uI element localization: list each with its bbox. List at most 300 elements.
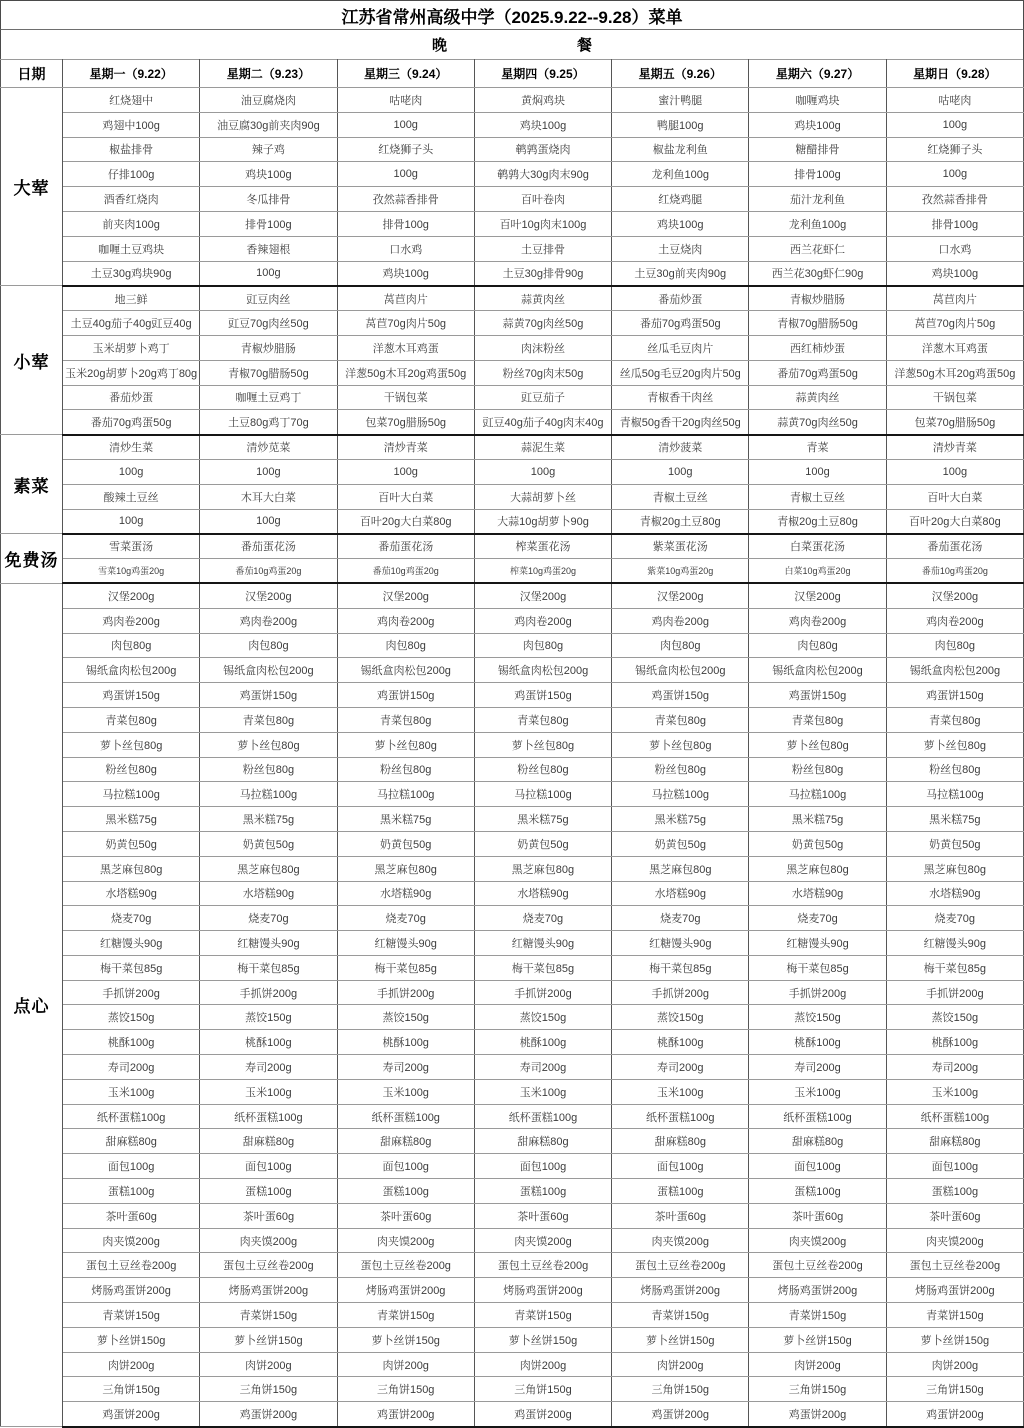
dish-name-cell: 香辣翅根 (200, 236, 337, 261)
snack-cell: 鸡蛋饼200g (474, 1402, 611, 1427)
snack-cell: 甜麻糕80g (474, 1129, 611, 1154)
snack-cell: 鸡肉卷200g (200, 608, 337, 633)
page-title: 江苏省常州高级中学（2025.9.22--9.28）菜单 (0, 0, 1024, 30)
section-label: 小荤 (1, 286, 63, 435)
day-header-cell: 星期六（9.27） (749, 60, 886, 88)
snack-cell: 马拉糕100g (63, 782, 200, 807)
snack-cell: 肉夹馍200g (886, 1228, 1023, 1253)
snack-cell: 汉堡200g (612, 583, 749, 608)
snack-cell: 奶黄包50g (886, 831, 1023, 856)
snack-cell: 肉包80g (749, 633, 886, 658)
dish-name-cell: 雪菜蛋汤 (63, 534, 200, 559)
table-row (1, 1179, 1024, 1204)
snack-cell: 水塔糕90g (612, 881, 749, 906)
table-row (1, 1352, 1024, 1377)
snack-cell: 纸杯蛋糕100g (200, 1104, 337, 1129)
dish-qty-cell: 鹌鹑大30g肉末90g (474, 162, 611, 187)
dish-name-cell: 青椒土豆丝 (612, 484, 749, 509)
dish-name-cell: 青椒炒腊肠 (749, 286, 886, 311)
table-row (1, 1278, 1024, 1303)
table-row (1, 831, 1024, 856)
snack-cell: 鸡蛋饼150g (749, 683, 886, 708)
snack-cell: 肉包80g (474, 633, 611, 658)
snack-cell: 肉饼200g (886, 1352, 1023, 1377)
snack-cell: 烤肠鸡蛋饼200g (612, 1278, 749, 1303)
snack-cell: 鸡肉卷200g (474, 608, 611, 633)
table-row (1, 955, 1024, 980)
table-row (1, 211, 1024, 236)
snack-cell: 纸杯蛋糕100g (612, 1104, 749, 1129)
snack-cell: 茶叶蛋60g (200, 1203, 337, 1228)
dish-qty-cell: 土豆30g前夹肉90g (612, 261, 749, 286)
snack-cell: 鸡蛋饼200g (749, 1402, 886, 1427)
snack-cell: 黑芝麻包80g (886, 856, 1023, 881)
snack-cell: 蒸饺150g (749, 1005, 886, 1030)
dish-name-cell: 椒盐排骨 (63, 137, 200, 162)
snack-cell: 肉饼200g (474, 1352, 611, 1377)
snack-cell: 粉丝包80g (612, 757, 749, 782)
dish-qty-cell: 100g (886, 459, 1023, 484)
dish-qty-cell: 100g (337, 112, 474, 137)
snack-cell: 鸡蛋饼150g (474, 683, 611, 708)
snack-cell: 水塔糕90g (200, 881, 337, 906)
snack-cell: 马拉糕100g (886, 782, 1023, 807)
snack-cell: 萝卜丝饼150g (612, 1327, 749, 1352)
table-row (1, 683, 1024, 708)
dish-qty-cell: 豇豆70g肉丝50g (200, 311, 337, 336)
snack-cell: 萝卜丝包80g (200, 732, 337, 757)
snack-cell: 烤肠鸡蛋饼200g (200, 1278, 337, 1303)
snack-cell: 蛋包土豆丝卷200g (337, 1253, 474, 1278)
snack-cell: 茶叶蛋60g (612, 1203, 749, 1228)
snack-cell: 梅干菜包85g (749, 955, 886, 980)
table-row (1, 137, 1024, 162)
snack-cell: 红糖馒头90g (337, 931, 474, 956)
dish-name-cell: 红烧狮子头 (337, 137, 474, 162)
dish-qty-cell: 排骨100g (200, 211, 337, 236)
snack-cell: 鸡肉卷200g (337, 608, 474, 633)
dish-name-cell: 油豆腐烧肉 (200, 88, 337, 113)
snack-cell: 手抓饼200g (474, 980, 611, 1005)
dish-name-cell: 清炒菠菜 (612, 435, 749, 460)
dish-qty-cell: 玉米20g胡萝卜20g鸡丁80g (63, 360, 200, 385)
snack-cell: 鸡肉卷200g (63, 608, 200, 633)
table-row (1, 534, 1024, 559)
dish-qty-cell: 西兰花30g虾仁90g (749, 261, 886, 286)
dish-qty-cell: 鸡块100g (200, 162, 337, 187)
dish-qty-cell: 100g (749, 459, 886, 484)
table-row (1, 286, 1024, 311)
dish-qty-cell: 番茄10g鸡蛋20g (337, 559, 474, 584)
dish-name-cell: 青椒土豆丝 (749, 484, 886, 509)
dish-name-cell: 木耳大白菜 (200, 484, 337, 509)
snack-cell: 肉饼200g (612, 1352, 749, 1377)
day-header-cell: 星期二（9.23） (200, 60, 337, 88)
dish-qty-cell: 紫菜10g鸡蛋20g (612, 559, 749, 584)
snack-cell: 萝卜丝饼150g (749, 1327, 886, 1352)
snack-cell: 青菜包80g (612, 707, 749, 732)
dish-qty-cell: 100g (474, 459, 611, 484)
dish-qty-cell: 洋葱50g木耳20g鸡蛋50g (886, 360, 1023, 385)
snack-cell: 萝卜丝饼150g (886, 1327, 1023, 1352)
dish-qty-cell: 100g (886, 162, 1023, 187)
table-row (1, 1303, 1024, 1328)
snack-cell: 萝卜丝包80g (63, 732, 200, 757)
table-row (1, 187, 1024, 212)
dish-qty-cell: 包菜70g腊肠50g (886, 410, 1023, 435)
dish-qty-cell: 青椒70g腊肠50g (200, 360, 337, 385)
table-row (1, 757, 1024, 782)
dish-qty-cell: 番茄70g鸡蛋50g (612, 311, 749, 336)
table-row (1, 1030, 1024, 1055)
snack-cell: 锡纸盒肉松包200g (474, 658, 611, 683)
snack-cell: 三角饼150g (337, 1377, 474, 1402)
dish-qty-cell: 100g (63, 459, 200, 484)
snack-cell: 烧麦70g (612, 906, 749, 931)
dish-name-cell: 莴苣肉片 (886, 286, 1023, 311)
snack-cell: 手抓饼200g (886, 980, 1023, 1005)
dish-qty-cell: 百叶20g大白菜80g (337, 509, 474, 534)
dish-qty-cell: 仔排100g (63, 162, 200, 187)
dish-qty-cell: 土豆30g鸡块90g (63, 261, 200, 286)
snack-cell: 纸杯蛋糕100g (886, 1104, 1023, 1129)
snack-cell: 锡纸盒肉松包200g (886, 658, 1023, 683)
snack-cell: 寿司200g (474, 1055, 611, 1080)
snack-cell: 汉堡200g (474, 583, 611, 608)
dish-name-cell: 蒜泥生菜 (474, 435, 611, 460)
snack-cell: 粉丝包80g (749, 757, 886, 782)
dish-name-cell: 青椒炒腊肠 (200, 335, 337, 360)
menu-table (0, 59, 1024, 1428)
snack-cell: 蒸饺150g (63, 1005, 200, 1030)
dish-name-cell: 清炒生菜 (63, 435, 200, 460)
snack-cell: 粉丝包80g (474, 757, 611, 782)
snack-cell: 鸡蛋饼200g (337, 1402, 474, 1427)
dish-qty-cell: 鸡块100g (886, 261, 1023, 286)
table-row (1, 633, 1024, 658)
date-label-cell: 日期 (1, 60, 63, 88)
dish-name-cell: 豇豆肉丝 (200, 286, 337, 311)
snack-cell: 手抓饼200g (337, 980, 474, 1005)
snack-cell: 萝卜丝包80g (886, 732, 1023, 757)
snack-cell: 鸡蛋饼150g (63, 683, 200, 708)
snack-cell: 梅干菜包85g (612, 955, 749, 980)
dish-qty-cell: 青椒50g香干20g肉丝50g (612, 410, 749, 435)
dish-name-cell: 丝瓜毛豆肉片 (612, 335, 749, 360)
snack-cell: 桃酥100g (337, 1030, 474, 1055)
dish-name-cell: 西兰花虾仁 (749, 236, 886, 261)
dish-qty-cell: 青椒20g土豆80g (612, 509, 749, 534)
snack-cell: 萝卜丝饼150g (200, 1327, 337, 1352)
snack-cell: 水塔糕90g (474, 881, 611, 906)
dish-qty-cell: 青椒20g土豆80g (749, 509, 886, 534)
dish-name-cell: 糖醋排骨 (749, 137, 886, 162)
snack-cell: 面包100g (337, 1154, 474, 1179)
snack-cell: 黑芝麻包80g (474, 856, 611, 881)
table-row (1, 385, 1024, 410)
dish-name-cell: 百叶大白菜 (337, 484, 474, 509)
dish-name-cell: 蒜黄肉丝 (749, 385, 886, 410)
snack-cell: 蛋包土豆丝卷200g (474, 1253, 611, 1278)
snack-cell: 三角饼150g (749, 1377, 886, 1402)
snack-cell: 面包100g (749, 1154, 886, 1179)
table-row (1, 88, 1024, 113)
snack-cell: 肉夹馍200g (200, 1228, 337, 1253)
table-row (1, 1203, 1024, 1228)
dish-name-cell: 清炒青菜 (337, 435, 474, 460)
snack-cell: 黑芝麻包80g (612, 856, 749, 881)
snack-cell: 肉夹馍200g (612, 1228, 749, 1253)
snack-cell: 茶叶蛋60g (474, 1203, 611, 1228)
snack-cell: 红糖馒头90g (474, 931, 611, 956)
dish-qty-cell: 番茄10g鸡蛋20g (200, 559, 337, 584)
dish-qty-cell: 番茄70g鸡蛋50g (63, 410, 200, 435)
dish-name-cell: 莴苣肉片 (337, 286, 474, 311)
dish-qty-cell: 油豆腐30g前夹肉90g (200, 112, 337, 137)
snack-cell: 青菜包80g (200, 707, 337, 732)
dish-name-cell: 白菜蛋花汤 (749, 534, 886, 559)
meal-char-left: 晚 (431, 37, 447, 54)
dish-qty-cell: 龙利鱼100g (749, 211, 886, 236)
snack-cell: 纸杯蛋糕100g (63, 1104, 200, 1129)
meal-row (0, 30, 1024, 59)
snack-cell: 寿司200g (886, 1055, 1023, 1080)
snack-cell: 烤肠鸡蛋饼200g (337, 1278, 474, 1303)
snack-cell: 奶黄包50g (200, 831, 337, 856)
snack-cell: 黑米糕75g (886, 807, 1023, 832)
dish-name-cell: 洋葱木耳鸡蛋 (886, 335, 1023, 360)
snack-cell: 黑米糕75g (200, 807, 337, 832)
dish-qty-cell: 排骨100g (337, 211, 474, 236)
snack-cell: 手抓饼200g (612, 980, 749, 1005)
snack-cell: 面包100g (886, 1154, 1023, 1179)
section-label: 点心 (1, 583, 63, 1426)
snack-cell: 玉米100g (886, 1079, 1023, 1104)
snack-cell: 三角饼150g (474, 1377, 611, 1402)
snack-cell: 汉堡200g (200, 583, 337, 608)
dish-name-cell: 咕咾肉 (337, 88, 474, 113)
table-row (1, 881, 1024, 906)
dish-name-cell: 干锅包菜 (886, 385, 1023, 410)
snack-cell: 手抓饼200g (63, 980, 200, 1005)
dish-name-cell: 辣子鸡 (200, 137, 337, 162)
snack-cell: 奶黄包50g (474, 831, 611, 856)
snack-cell: 水塔糕90g (749, 881, 886, 906)
dish-qty-cell: 排骨100g (749, 162, 886, 187)
dish-name-cell: 青椒香干肉丝 (612, 385, 749, 410)
snack-cell: 烤肠鸡蛋饼200g (474, 1278, 611, 1303)
snack-cell: 粉丝包80g (337, 757, 474, 782)
snack-cell: 青菜饼150g (200, 1303, 337, 1328)
dish-qty-cell: 排骨100g (886, 211, 1023, 236)
snack-cell: 甜麻糕80g (200, 1129, 337, 1154)
snack-cell: 梅干菜包85g (63, 955, 200, 980)
dish-name-cell: 蒜黄肉丝 (474, 286, 611, 311)
snack-cell: 肉包80g (63, 633, 200, 658)
day-header-cell: 星期四（9.25） (474, 60, 611, 88)
snack-cell: 鸡蛋饼150g (200, 683, 337, 708)
snack-cell: 青菜饼150g (474, 1303, 611, 1328)
snack-cell: 鸡蛋饼200g (200, 1402, 337, 1427)
dish-qty-cell: 青椒70g腊肠50g (749, 311, 886, 336)
snack-cell: 面包100g (63, 1154, 200, 1179)
snack-cell: 青菜饼150g (749, 1303, 886, 1328)
snack-cell: 桃酥100g (612, 1030, 749, 1055)
snack-cell: 桃酥100g (63, 1030, 200, 1055)
snack-cell: 面包100g (200, 1154, 337, 1179)
snack-cell: 青菜饼150g (337, 1303, 474, 1328)
snack-cell: 甜麻糕80g (886, 1129, 1023, 1154)
dish-qty-cell: 包菜70g腊肠50g (337, 410, 474, 435)
table-row (1, 1228, 1024, 1253)
table-row (1, 1327, 1024, 1352)
snack-cell: 黑米糕75g (337, 807, 474, 832)
dish-name-cell: 地三鲜 (63, 286, 200, 311)
dish-qty-cell: 莴苣70g肉片50g (337, 311, 474, 336)
dish-name-cell: 百叶大白菜 (886, 484, 1023, 509)
snack-cell: 肉夹馍200g (337, 1228, 474, 1253)
table-row (1, 509, 1024, 534)
snack-cell: 烤肠鸡蛋饼200g (886, 1278, 1023, 1303)
snack-cell: 黑芝麻包80g (63, 856, 200, 881)
snack-cell: 鸡蛋饼150g (337, 683, 474, 708)
snack-cell: 面包100g (474, 1154, 611, 1179)
dish-qty-cell: 百叶10g肉末100g (474, 211, 611, 236)
table-row (1, 931, 1024, 956)
snack-cell: 桃酥100g (474, 1030, 611, 1055)
dish-name-cell: 大蒜胡萝卜丝 (474, 484, 611, 509)
dish-name-cell: 口水鸡 (337, 236, 474, 261)
snack-cell: 黑芝麻包80g (749, 856, 886, 881)
snack-cell: 纸杯蛋糕100g (474, 1104, 611, 1129)
snack-cell: 青菜包80g (749, 707, 886, 732)
snack-cell: 肉饼200g (749, 1352, 886, 1377)
snack-cell: 肉饼200g (63, 1352, 200, 1377)
snack-cell: 锡纸盒肉松包200g (63, 658, 200, 683)
snack-cell: 蛋糕100g (612, 1179, 749, 1204)
snack-cell: 萝卜丝饼150g (337, 1327, 474, 1352)
dish-name-cell: 番茄蛋花汤 (337, 534, 474, 559)
snack-cell: 红糖馒头90g (63, 931, 200, 956)
dish-name-cell: 清炒苋菜 (200, 435, 337, 460)
table-row (1, 1154, 1024, 1179)
table-row (1, 707, 1024, 732)
snack-cell: 蒸饺150g (886, 1005, 1023, 1030)
snack-cell: 桃酥100g (200, 1030, 337, 1055)
snack-cell: 青菜饼150g (63, 1303, 200, 1328)
snack-cell: 烧麦70g (337, 906, 474, 931)
snack-cell: 桃酥100g (886, 1030, 1023, 1055)
snack-cell: 粉丝包80g (886, 757, 1023, 782)
dish-name-cell: 孜然蒜香排骨 (886, 187, 1023, 212)
dish-qty-cell: 大蒜10g胡萝卜90g (474, 509, 611, 534)
dish-name-cell: 番茄炒蛋 (63, 385, 200, 410)
dish-name-cell: 玉米胡萝卜鸡丁 (63, 335, 200, 360)
snack-cell: 肉饼200g (337, 1352, 474, 1377)
dish-name-cell: 酒香红烧肉 (63, 187, 200, 212)
dish-name-cell: 番茄炒蛋 (612, 286, 749, 311)
snack-cell: 三角饼150g (886, 1377, 1023, 1402)
dish-qty-cell: 番茄70g鸡蛋50g (749, 360, 886, 385)
snack-cell: 奶黄包50g (612, 831, 749, 856)
snack-cell: 蛋糕100g (337, 1179, 474, 1204)
table-row (1, 410, 1024, 435)
snack-cell: 萝卜丝包80g (749, 732, 886, 757)
table-row (1, 1402, 1024, 1427)
dish-name-cell: 口水鸡 (886, 236, 1023, 261)
snack-cell: 红糖馒头90g (200, 931, 337, 956)
snack-cell: 蛋糕100g (886, 1179, 1023, 1204)
snack-cell: 茶叶蛋60g (63, 1203, 200, 1228)
snack-cell: 红糖馒头90g (612, 931, 749, 956)
snack-cell: 烤肠鸡蛋饼200g (63, 1278, 200, 1303)
dish-qty-cell: 莴苣70g肉片50g (886, 311, 1023, 336)
snack-cell: 鸡肉卷200g (749, 608, 886, 633)
snack-cell: 青菜包80g (63, 707, 200, 732)
snack-cell: 烤肠鸡蛋饼200g (749, 1278, 886, 1303)
snack-cell: 寿司200g (612, 1055, 749, 1080)
snack-cell: 鸡肉卷200g (612, 608, 749, 633)
snack-cell: 锡纸盒肉松包200g (749, 658, 886, 683)
snack-cell: 鸡蛋饼200g (886, 1402, 1023, 1427)
table-row (1, 459, 1024, 484)
snack-cell: 汉堡200g (337, 583, 474, 608)
table-row (1, 1005, 1024, 1030)
snack-cell: 蛋包土豆丝卷200g (749, 1253, 886, 1278)
snack-cell: 梅干菜包85g (886, 955, 1023, 980)
dish-name-cell: 土豆烧肉 (612, 236, 749, 261)
dish-name-cell: 洋葱木耳鸡蛋 (337, 335, 474, 360)
dish-qty-cell: 番茄10g鸡蛋20g (886, 559, 1023, 584)
table-row (1, 360, 1024, 385)
snack-cell: 桃酥100g (749, 1030, 886, 1055)
snack-cell: 寿司200g (749, 1055, 886, 1080)
dish-qty-cell: 鸡块100g (749, 112, 886, 137)
snack-cell: 肉夹馍200g (474, 1228, 611, 1253)
snack-cell: 萝卜丝包80g (612, 732, 749, 757)
dish-qty-cell: 鸡翅中100g (63, 112, 200, 137)
dish-name-cell: 红烧翅中 (63, 88, 200, 113)
dish-name-cell: 豇豆茄子 (474, 385, 611, 410)
section-label: 大荤 (1, 88, 63, 286)
dish-qty-cell: 丝瓜50g毛豆20g肉片50g (612, 360, 749, 385)
table-row (1, 484, 1024, 509)
snack-cell: 烧麦70g (474, 906, 611, 931)
snack-cell: 水塔糕90g (886, 881, 1023, 906)
dish-name-cell: 红烧鸡腿 (612, 187, 749, 212)
table-row (1, 1104, 1024, 1129)
snack-cell: 萝卜丝包80g (474, 732, 611, 757)
table-row (1, 732, 1024, 757)
snack-cell: 黑米糕75g (749, 807, 886, 832)
snack-cell: 肉夹馍200g (749, 1228, 886, 1253)
table-row (1, 980, 1024, 1005)
dish-qty-cell: 100g (337, 459, 474, 484)
dish-qty-cell: 豇豆40g茄子40g肉末40g (474, 410, 611, 435)
dish-name-cell: 黄焖鸡块 (474, 88, 611, 113)
snack-cell: 寿司200g (337, 1055, 474, 1080)
dish-name-cell: 西红柿炒蛋 (749, 335, 886, 360)
snack-cell: 寿司200g (200, 1055, 337, 1080)
snack-cell: 锡纸盒肉松包200g (200, 658, 337, 683)
snack-cell: 茶叶蛋60g (337, 1203, 474, 1228)
snack-cell: 蒸饺150g (200, 1005, 337, 1030)
dish-qty-cell: 百叶20g大白菜80g (886, 509, 1023, 534)
snack-cell: 肉包80g (200, 633, 337, 658)
snack-cell: 萝卜丝饼150g (63, 1327, 200, 1352)
snack-cell: 鸡蛋饼150g (612, 683, 749, 708)
snack-cell: 马拉糕100g (474, 782, 611, 807)
